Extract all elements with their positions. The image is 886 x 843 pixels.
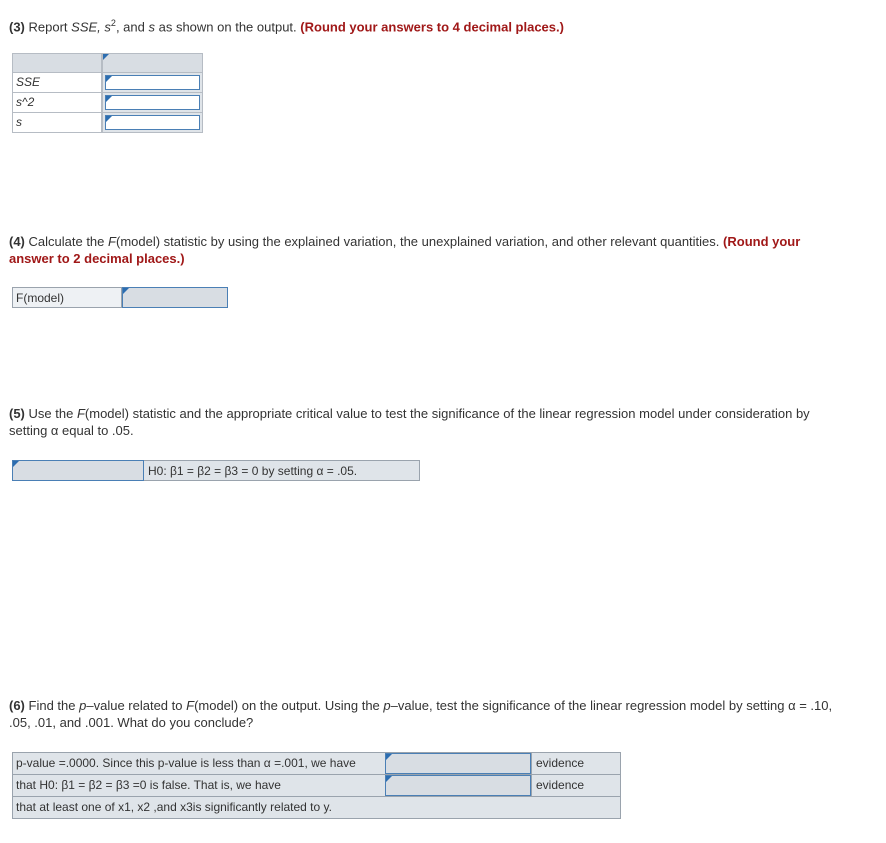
- question-4-text: (4) Calculate the F(model) statistic by using the explained variation, the unexplained variation, and other relevant quantities. (Round your answer to 2 decimal places.): [9, 234, 801, 266]
- table-header: [12, 53, 203, 73]
- question-5-number: (5): [9, 406, 25, 421]
- q6-answer-table: [12, 752, 621, 819]
- q6-line-3: that at least one of x1, x2 ,and x3is significantly related to y.: [16, 800, 332, 814]
- reject-dropdown[interactable]: [12, 460, 144, 481]
- table-row: [13, 775, 620, 797]
- s-input[interactable]: [105, 115, 200, 130]
- rounding-instruction: (Round your answer to 2 decimal places.): [9, 234, 801, 266]
- question-6-number: (6): [9, 698, 25, 713]
- fmodel-label: F(model): [12, 287, 122, 308]
- evidence-label-2: evidence: [531, 775, 620, 796]
- s2-label: s^2: [12, 93, 102, 113]
- question-4-number: (4): [9, 234, 25, 249]
- table-row: [12, 113, 203, 133]
- sse-table: [12, 53, 203, 133]
- table-row: [12, 93, 203, 113]
- question-3-number: (3): [9, 19, 25, 35]
- q5-row: [12, 460, 420, 481]
- question-5-text: (5) Use the F(model) statistic and the appropriate critical value to test the significance of the linear regression model under consideration by setting α equal to .05.: [9, 406, 810, 438]
- hypothesis-statement: H0: β1 = β2 = β3 = 0 by setting α = .05.: [144, 460, 420, 481]
- question-3-text: (3) Report SSE, $s^2$, and s as shown on the output. (Round your answers to 4 decimal places.): [9, 18, 564, 35]
- sse-label: SSE: [12, 73, 102, 93]
- evidence-dropdown-2[interactable]: [385, 775, 531, 796]
- q6-line-1: p-value =.0000. Since this p-value is less than α =.001, we have: [16, 756, 356, 770]
- table-row: [12, 73, 203, 93]
- rounding-instruction: (Round your answers to 4 decimal places.): [300, 19, 564, 35]
- evidence-label-1: evidence: [531, 753, 620, 774]
- table-row: [13, 797, 620, 818]
- question-6-text: (6) Find the p–value related to F(model) on the output. Using the p–value, test the significance of the linear regression model by setting α = .10, .05, .01, and .001. What do you conclude?: [9, 698, 833, 730]
- s-label: s: [12, 113, 102, 133]
- q6-line-2: that H0: β1 = β2 = β3 =0 is false. That is, we have: [16, 778, 281, 792]
- evidence-dropdown-1[interactable]: [385, 753, 531, 774]
- table-row: [13, 753, 620, 775]
- s2-input[interactable]: [105, 95, 200, 110]
- sse-input[interactable]: [105, 75, 200, 90]
- fmodel-input[interactable]: [122, 287, 228, 308]
- fmodel-row: [12, 287, 228, 308]
